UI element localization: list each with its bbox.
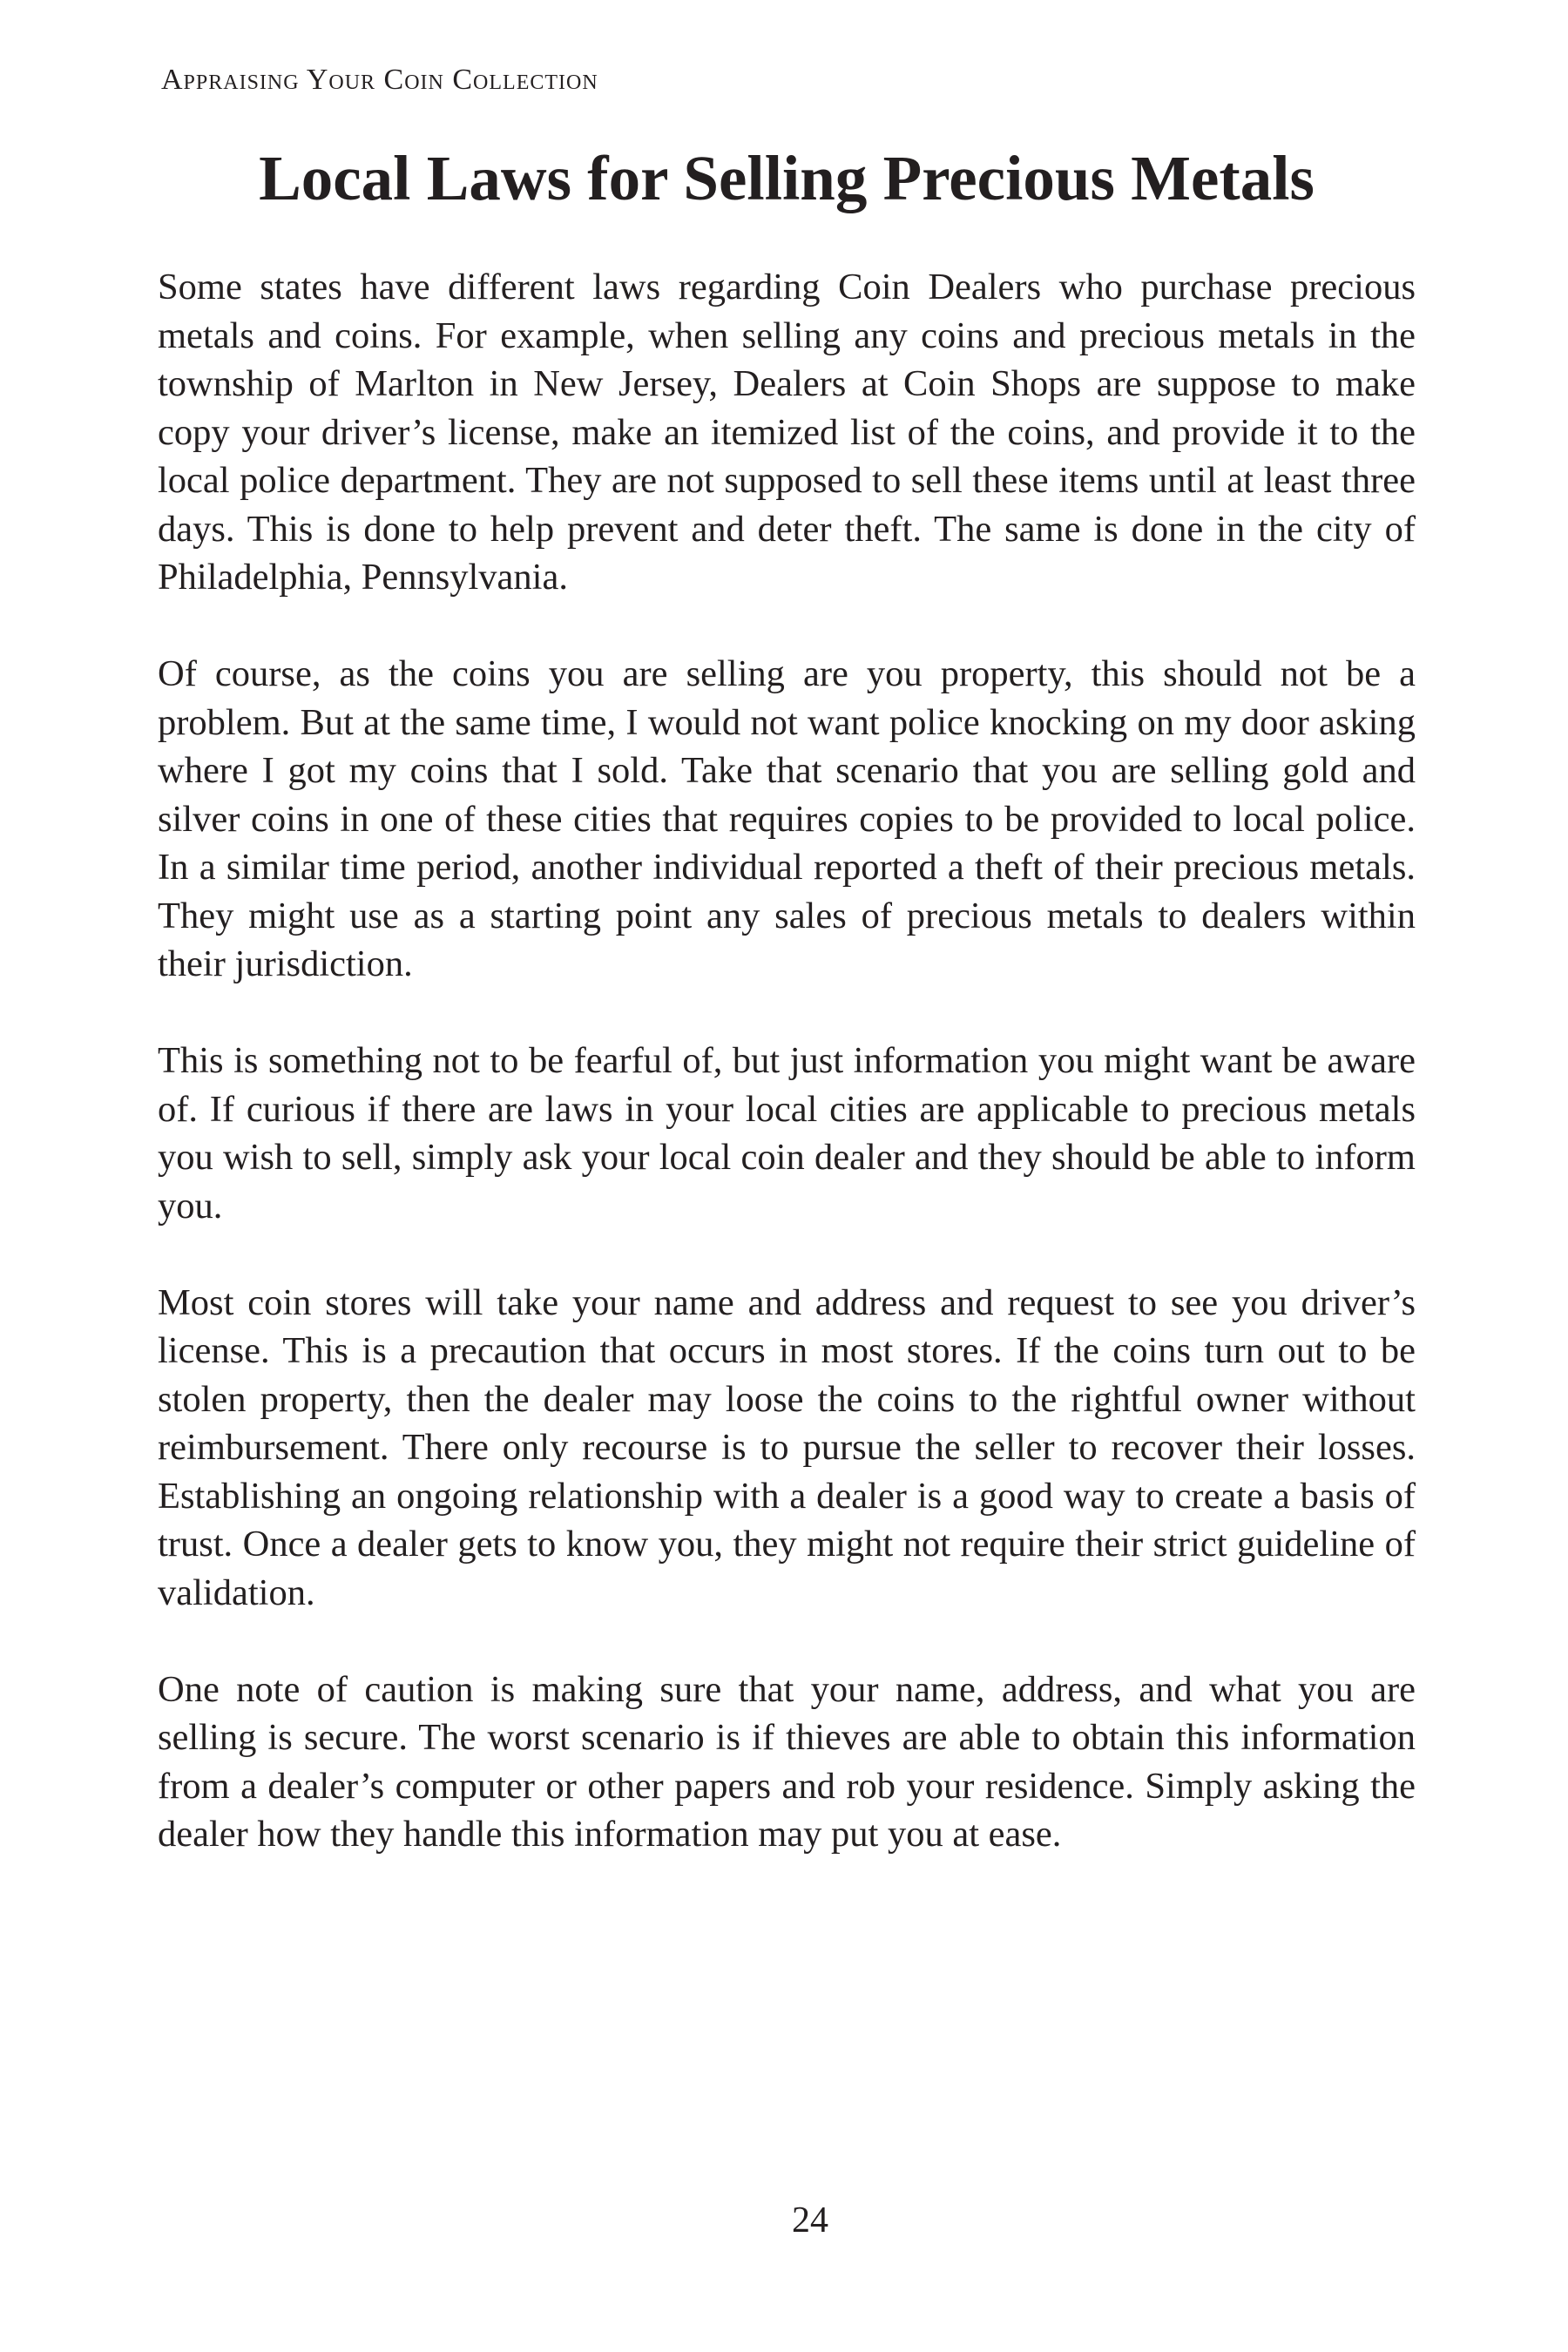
paragraph-3: This is something not to be fearful of, but just information you might want be aware of. If curious if there are laws in your local cities are applicable to precious metals you wish to sell, simply ask your local coin dealer and they should be able to inform you.	[158, 1040, 1416, 1227]
running-header: Appraising Your Coin Collection	[161, 64, 598, 96]
paragraph-5: One note of caution is making sure that your name, address, and what you are selling is secure. The worst scenario is if thieves are able to obtain this information from a dealer’s computer or other papers and rob your residence. Simply asking the dealer how they handle this information may put you at ease.	[158, 1668, 1416, 1855]
paragraph-1: Some states have different laws regarding Coin Dealers who purchase precious metals and coins. For example, when selling any coins and precious metals in the township of Marlton in New Jersey, Dealers at Coin Shops are suppose to make copy your driver’s license, make an itemized list of the coins, and provide it to the local police department. They are not supposed to sell these items until at least three days. This is done to help prevent and deter theft. The same is done in the city of Philadelphia, Pennsylvania.	[158, 267, 1416, 598]
body-text	[158, 263, 1416, 1907]
page-number: 24	[792, 2200, 828, 2240]
paragraph-4: Most coin stores will take your name and address and request to see you driver’s license. This is a precaution that occurs in most stores. If the coins turn out to be stolen property, then the dealer may loose the coins to the rightful owner without reimbursement. There only recourse is to pursue the seller to recover their losses. Establishing an ongoing relationship with a dealer is a good way to create a basis of trust. Once a dealer gets to know you, they might not require their strict guideline of validation.	[158, 1281, 1416, 1613]
page-title: Local Laws for Selling Precious Metals	[259, 143, 1315, 213]
paragraph-2: Of course, as the coins you are selling are you property, this should not be a problem. But at the same time, I would not want police knocking on my door asking where I got my coins that I sold. Take that scenario that you are selling gold and silver coins in one of these cities that requires copies to be provided to local police. In a similar time period, another individual reported a theft of their precious metals. They might use as a starting point any sales of precious metals to dealers within their jurisdiction.	[158, 653, 1416, 984]
